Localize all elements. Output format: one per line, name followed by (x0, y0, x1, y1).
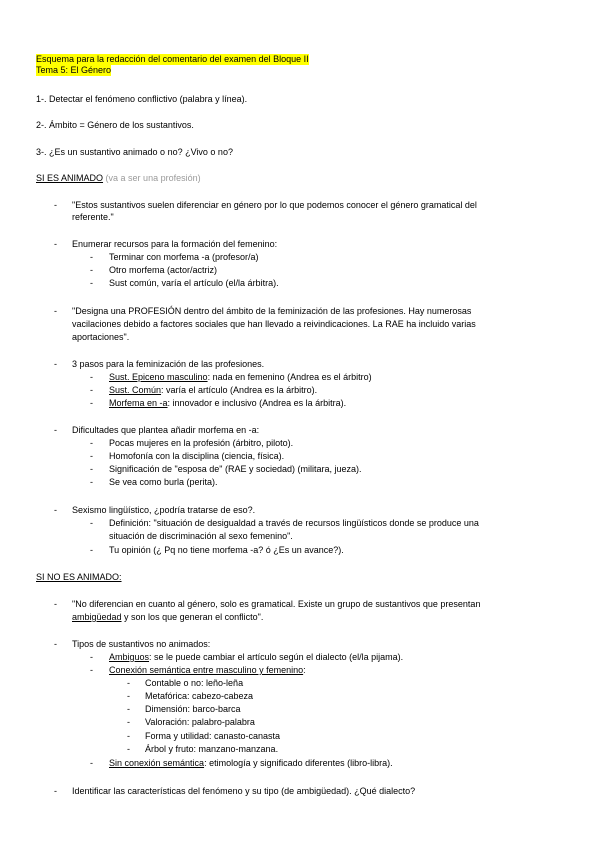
bullet-dash: - (54, 239, 57, 249)
bullet-dash: - (54, 306, 57, 316)
conexion-item: Contable o no: leño-leña (145, 678, 244, 688)
profesion-quote-line: "Designa una PROFESIÓN dentro del ámbito de la feminización de las profesiones. Hay numerosas (72, 306, 472, 316)
recursos-item: Terminar con morfema -a (profesor/a) (109, 252, 259, 262)
no-animado-quote-line: "No diferencian en cuanto al género, solo es gramatical. Existe un grupo de sustantivos que presentan (72, 599, 481, 609)
bullet-dash: - (90, 758, 93, 768)
ambiguedad-rest: y son los que generan el conflicto". (121, 612, 264, 622)
tipos-term: Ambiguos (109, 652, 150, 662)
section-animado-title: SI ES ANIMADO (36, 173, 104, 183)
animado-quote-line: "Estos sustantivos suelen diferenciar en género por lo que podemos conocer el género gramatical del (72, 200, 477, 210)
bullet-dash: - (90, 278, 93, 288)
profesion-quote-line: vacilaciones debido a factores sociales que han llevado a reivindicaciones. La RAE ha incluido varias (72, 319, 476, 329)
bullet-dash: - (127, 678, 130, 688)
conexion-item: Valoración: palabro-palabra (145, 717, 255, 727)
bullet-dash: - (90, 518, 93, 528)
recursos-title: Enumerar recursos para la formación del femenino: (72, 239, 278, 249)
pasos-title: 3 pasos para la feminización de las profesiones. (72, 359, 265, 369)
conexion-item: Metafórica: cabezo-cabeza (145, 691, 254, 701)
dificultades-item: Homofonía con la disciplina (ciencia, física). (109, 451, 285, 461)
pasos-term: Sust. Común (109, 385, 162, 395)
recursos-item: Otro morfema (actor/actriz) (109, 265, 218, 275)
tipos-item (109, 652, 403, 663)
dificultades-item: Pocas mujeres en la profesión (árbitro, piloto). (109, 438, 294, 448)
bullet-dash: - (127, 691, 130, 701)
bullet-dash: - (90, 372, 93, 382)
bullet-dash: - (90, 451, 93, 461)
tipos-term: Conexión semántica entre masculino y femenino (109, 665, 304, 675)
tipos-title: Tipos de sustantivos no animados: (72, 639, 211, 649)
bullet-dash: - (54, 599, 57, 609)
bullet-dash: - (90, 665, 93, 675)
bullet-dash: - (90, 398, 93, 408)
bullet-dash: - (90, 652, 93, 662)
tipos-term: Sin conexión semántica (109, 758, 205, 768)
bullet-dash: - (54, 505, 57, 515)
dificultades-title: Dificultades que plantea añadir morfema en -a: (72, 425, 260, 435)
section-no-animado-title: SI NO ES ANIMADO: (36, 572, 122, 582)
profesion-quote-line: aportaciones". (72, 332, 130, 342)
pasos-item (109, 372, 372, 383)
bullet-dash: - (127, 744, 130, 754)
bullet-dash: - (90, 545, 93, 555)
bullet-dash: - (54, 200, 57, 210)
header-subtitle: Tema 5: El Género (36, 65, 112, 75)
conexion-item: Dimensión: barco-barca (145, 704, 241, 714)
header-title: Esquema para la redacción del comentario del examen del Bloque II (36, 54, 309, 64)
bullet-dash: - (90, 252, 93, 262)
bullet-dash: - (127, 704, 130, 714)
bullet-dash: - (54, 786, 57, 796)
conexion-item: Forma y utilidad: canasto-canasta (145, 731, 281, 741)
dificultades-item: Se vea como burla (perita). (109, 477, 218, 487)
sexismo-title: Sexismo lingüístico, ¿podría tratarse de eso?. (72, 505, 256, 515)
sexismo-definicion: situación de discriminación al sexo femenino". (109, 531, 293, 541)
step-1: 1-. Detectar el fenómeno conflictivo (palabra y línea). (36, 94, 248, 104)
sexismo-definicion: Definición: "situación de desigualdad a través de recursos lingüísticos donde se produce una (109, 518, 479, 528)
pasos-item (109, 385, 317, 396)
ambiguedad-term: ambigüedad (72, 612, 122, 622)
bullet-dash: - (90, 477, 93, 487)
pasos-item (109, 398, 346, 409)
sexismo-opinion: Tu opinión (¿ Pq no tiene morfema -a? ó ¿Es un avance?). (109, 545, 344, 555)
pasos-desc: : varía el artículo (Andrea es la árbitro). (161, 385, 318, 395)
tipos-desc: : etimología y significado diferentes (libro-libra). (204, 758, 393, 768)
tipos-desc: : se le puede cambiar el artículo según el dialecto (el/la pijama). (149, 652, 404, 662)
step-3: 3-. ¿Es un sustantivo animado o no? ¿Vivo o no? (36, 147, 233, 157)
tipos-desc: : (303, 665, 306, 675)
recursos-item: Sust común, varía el artículo (el/la árbitra). (109, 278, 279, 288)
bullet-dash: - (54, 425, 57, 435)
bullet-dash: - (127, 717, 130, 727)
bullet-dash: - (90, 464, 93, 474)
bullet-dash: - (127, 731, 130, 741)
identificar-line: Identificar las características del fenómeno y su tipo (de ambigüedad). ¿Qué dialecto? (72, 786, 416, 796)
pasos-term: Sust. Epiceno masculino (109, 372, 208, 382)
pasos-desc: : innovador e inclusivo (Andrea es la árbitra). (167, 398, 347, 408)
step-2: 2-. Ámbito = Género de los sustantivos. (36, 120, 194, 130)
animado-quote-line: referente." (72, 212, 114, 222)
pasos-term: Morfema en -a (109, 398, 168, 408)
tipos-item (109, 665, 306, 676)
bullet-dash: - (90, 385, 93, 395)
dificultades-item: Significación de "esposa de" (RAE y sociedad) (militara, jueza). (109, 464, 362, 474)
tipos-item (109, 758, 393, 769)
conexion-item: Árbol y fruto: manzano-manzana. (145, 744, 279, 754)
section-animado-heading (36, 173, 201, 184)
bullet-dash: - (90, 265, 93, 275)
bullet-dash: - (54, 639, 57, 649)
bullet-dash: - (54, 359, 57, 369)
no-animado-quote-line (72, 612, 263, 623)
pasos-desc: : nada en femenino (Andrea es el árbitro) (207, 372, 372, 382)
section-animado-note: (va a ser una profesión) (105, 173, 201, 183)
bullet-dash: - (90, 438, 93, 448)
